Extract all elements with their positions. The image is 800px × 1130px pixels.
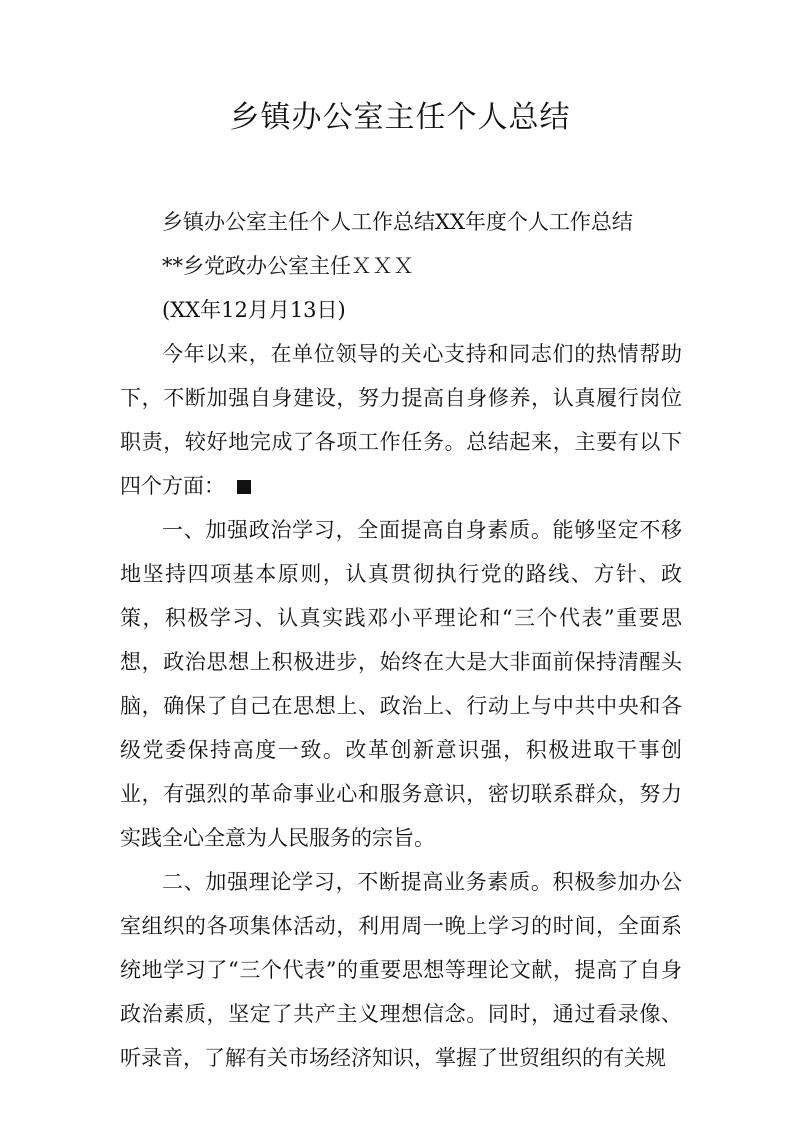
black-square-icon — [237, 480, 251, 494]
document-title: 乡镇办公室主任个人总结 — [229, 100, 571, 135]
author-line: **乡党政办公室主任ＸＸＸ — [162, 254, 414, 278]
section-2-paragraph: 二、加强理论学习，不断提高业务素质。积极参加办公室组织的各项集体活动，利用周一晚上学习的时间，全面系统地学习了“三个代表”的重要思想等理论文献，提高了自身政治素质，坚定了共产主义理想信念。同时，通过看录像、听录音，了解有关市场经济知识，掌握了世贸组织的有关规 — [120, 870, 682, 1070]
document-body — [120, 200, 682, 1080]
date-line: (XX年12月月13日) — [162, 298, 346, 322]
subtitle-line: 乡镇办公室主任个人工作总结XX年度个人工作总结 — [162, 210, 633, 234]
section-1-paragraph: 一、加强政治学习，全面提高自身素质。能够坚定不移地坚持四项基本原则，认真贯彻执行党的路线、方针、政策，积极学习、认真实践邓小平理论和“三个代表”重要思想，政治思想上积极进步，始终在大是大非面前保持清醒头脑，确保了自己在思想上、政治上、行动上与中共中央和各级党委保持高度一致。改革创新意识强，积极进取干事创业，有强烈的革命事业心和服务意识，密切联系群众，努力实践全心全意为人民服务的宗旨。 — [120, 518, 682, 850]
intro-text: 今年以来，在单位领导的关心支持和同志们的热情帮助下，不断加强自身建设，努力提高自身修养，认真履行岗位职责，较好地完成了各项工作任务。总结起来，主要有以下四个方面： — [120, 342, 682, 498]
intro-paragraph — [120, 332, 682, 508]
